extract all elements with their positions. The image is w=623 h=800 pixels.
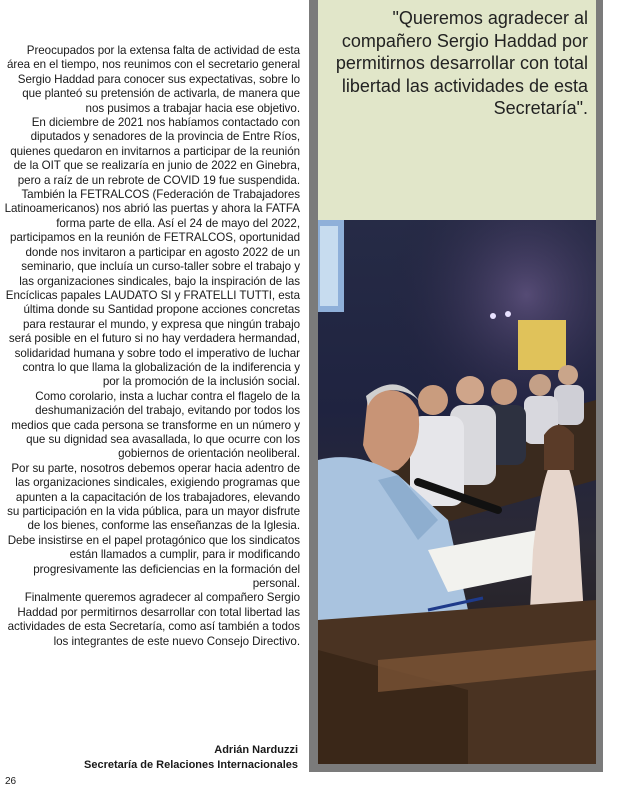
article-paragraph: También la FETRALCOS (Federación de Trabajadores Latinoamericanos) nos abrió las puertas y ahora la FATFA forma parte de ella. Así el 24 de mayo del 2022, participamos en la reunión de FETRALCOS, oportunidad donde nos invitaron a participar en agosto 2022 de un seminario, que incluía un curso-taller sobre el trabajo y las organizaciones sindicales, bajo la inspiración de las Encíclicas papales LAUDATO SI y FRATELLI TUTTI, esta última donde su Santidad propone acciones concretas para restaurar el mundo, y expresa que ningún trabajo será posible en el futuro si no hay verdadera hermandad, solidaridad humana y sobre todo el imperativo de luchar contra lo que llama la globalización de la indiferencia y por la promoción de la inclusión social. <box>4 188 300 389</box>
author-name: Adrián Narduzzi <box>214 744 298 756</box>
article-body <box>4 44 300 649</box>
author-title: Secretaría de Relaciones Internacionales <box>84 759 298 771</box>
article-paragraph: Finalmente queremos agradecer al compañero Sergio Haddad por permitirnos desarrollar con total libertad las actividades de esta Secretaría, como así también a todos los integrantes de este nuevo Consejo Directivo. <box>7 591 300 648</box>
pull-quote: "Queremos agradecer al compañero Sergio Haddad por permitirnos desarrollar con total libertad las actividades de esta Secretaría". <box>335 8 588 118</box>
article-paragraph: Preocupados por la extensa falta de actividad de esta área en el tiempo, nos reunimos con el secretario general Sergio Haddad para conocer sus expectativas, sobre lo que planteó su pretensión de activarla, de manera que nos pusimos a trabajar hacia ese objetivo. <box>7 44 300 115</box>
signature-block <box>84 743 298 773</box>
pull-quote-box <box>318 0 596 220</box>
meeting-photo <box>318 220 596 764</box>
page-number: 26 <box>5 776 17 787</box>
article-paragraph: Como corolario, insta a luchar contra el flagelo de la deshumanización del trabajo, evitando por todos los medios que cada persona se transforme en un número y que su dignidad sea avasallada, lo que ocurre con los gobiernos de orientación neoliberal. <box>11 389 300 461</box>
article-paragraph: En diciembre de 2021 nos habíamos contactado con diputados y senadores de la provincia de Entre Ríos, quienes quedaron en invitarnos a participar de la reunión de la OIT que se realizaría en junio de 2022 en Ginebra, pero a raíz de un rebrote de COVID 19 fue suspendida. <box>10 116 300 187</box>
article-paragraph: Por su parte, nosotros debemos operar hacia adentro de las organizaciones sindicales, exigiendo programas que apunten a la capacitación de los trabajadores, elevando su participación en la vida pública, para un mayor disfrute de los bienes, conforme las enseñanzas de la Iglesia. Debe insistirse en el papel protagónico que los sindicatos están llamados a cumplir, para ir modificando progresivamente las deficiencias en la formación del personal. <box>7 461 300 591</box>
